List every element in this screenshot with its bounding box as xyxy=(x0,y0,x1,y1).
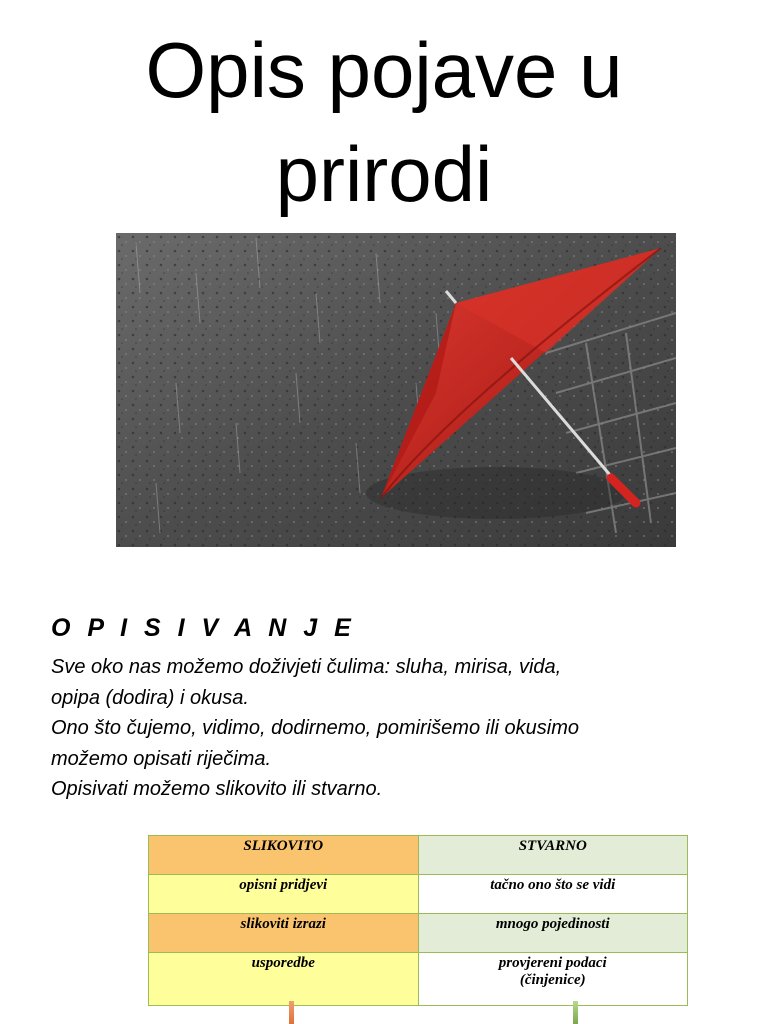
table-cell: opisni pridjevi xyxy=(149,875,419,914)
table-row xyxy=(149,914,688,953)
description-paragraph xyxy=(51,652,741,805)
orange-arrow-stub xyxy=(289,1001,294,1024)
umbrella-photo xyxy=(116,233,676,547)
paragraph-line: Opisivati možemo slikovito ili stvarno. xyxy=(51,778,383,800)
paragraph-line: Sve oko nas možemo doživjeti čulima: sluha, mirisa, vida, xyxy=(51,656,562,678)
header-stvarno: STVARNO xyxy=(418,836,688,875)
comparison-table xyxy=(148,835,688,1006)
table-cell: slikoviti izrazi xyxy=(149,914,419,953)
paragraph-line: možemo opisati riječima. xyxy=(51,747,272,770)
table-header-row xyxy=(149,836,688,875)
table-cell-line: provjereni podaci xyxy=(498,955,607,971)
section-heading: O P I S I V A N J E xyxy=(51,614,356,642)
header-slikovito: SLIKOVITO xyxy=(149,836,419,875)
table-row xyxy=(149,953,688,1006)
table-cell-line: (činjenice) xyxy=(519,972,586,988)
table-cell: mnogo pojedinosti xyxy=(418,914,688,953)
title-line-2: prirodi xyxy=(275,130,493,218)
green-arrow-stub xyxy=(573,1001,578,1024)
paragraph-line: opipa (dodira) i okusa. xyxy=(51,686,249,709)
paragraph-line: Ono što čujemo, vidimo, dodirnemo, pomirišemo ili okusimo xyxy=(51,717,579,739)
table-cell: tačno ono što se vidi xyxy=(418,875,688,914)
table-cell: usporedbe xyxy=(149,953,419,1006)
umbrella-rain-illustration xyxy=(116,233,676,547)
page-title xyxy=(0,18,768,226)
table-cell xyxy=(418,953,688,1006)
title-line-1: Opis pojave u xyxy=(145,26,623,114)
table-row xyxy=(149,875,688,914)
